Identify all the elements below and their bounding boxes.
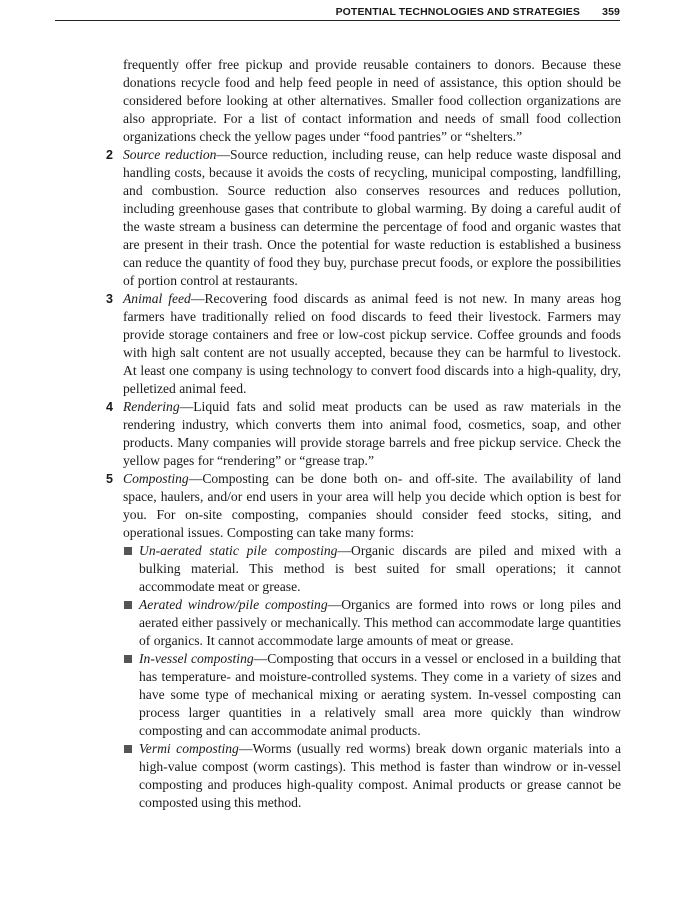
square-bullet-icon — [124, 745, 132, 753]
item-term: Rendering — [123, 399, 180, 414]
item-term: Animal feed — [123, 291, 191, 306]
page-body — [106, 56, 622, 812]
square-bullet-icon — [124, 547, 132, 555]
bullet-text: —Composting that occurs in a vessel or enclosed in a building that has temperature- and moisture-controlled systems. They come in a variety of sizes and have some type of mechanical mixing or aerating system. In-vessel composting can process larger quantities in a relatively small area more quickly than windrow composting and can accommodate animal products. — [139, 651, 622, 738]
bullet-term: In-vessel composting — [139, 651, 254, 666]
bullet-item — [123, 740, 621, 812]
running-title: POTENTIAL TECHNOLOGIES AND STRATEGIES — [335, 6, 580, 18]
page-number: 359 — [602, 6, 620, 18]
running-header — [55, 4, 620, 21]
composting-forms-list — [123, 542, 621, 812]
item-number: 4 — [106, 400, 113, 414]
item-number: 2 — [106, 148, 113, 162]
item-term: Composting — [123, 471, 189, 486]
bullet-text: —Worms (usually red worms) break down organic materials into a high-value compost (worm castings). This method is faster than windrow or in-vessel composting and produces high-quality compost. Animal products or grease cannot be composted using this method. — [139, 741, 621, 810]
bullet-item — [123, 650, 621, 740]
square-bullet-icon — [124, 655, 132, 663]
item-text: —Source reduction, including reuse, can help reduce waste disposal and handling costs, because it avoids the costs of recycling, municipal composting, landfilling, and combustion. Source reduction also conserves resources and reduces pollution, including greenhouse gases that contribute to global warming. By doing a careful audit of the waste stream a business can determine the percentage of food and organic wastes that are present in their trash. Once the potential for waste reduction is established a business can reduce the quantity of food they buy, purchase precut foods, or explore the possibilities of portion control at restaurants. — [123, 147, 621, 288]
square-bullet-icon — [124, 601, 132, 609]
bullet-item — [123, 596, 621, 650]
item-number: 5 — [106, 472, 113, 486]
list-item-rendering — [106, 398, 621, 470]
bullet-item — [123, 542, 621, 596]
intro-paragraph: frequently offer free pickup and provide reusable containers to donors. Because these donations recycle food and help feed people in need of assistance, this option should be considered before looking at other alternatives. Smaller food collection organizations are also appropriate. For a list of contact information and needs of small food collection organizations check the yellow pages under “food pantries” or “shelters.” — [123, 57, 621, 144]
bullet-term: Un-aerated static pile composting — [139, 543, 338, 558]
bullet-term: Vermi composting — [139, 741, 239, 756]
item-term: Source reduction — [123, 147, 217, 162]
list-item-composting — [106, 470, 622, 812]
item-text: —Liquid fats and solid meat products can be used as raw materials in the rendering industry, which converts them into animal food, cosmetics, soap, and other products. Many companies will provide storage barrels and free pickup service. Check the yellow pages for “rendering” or “grease trap.” — [123, 399, 621, 468]
item-number: 3 — [106, 292, 113, 306]
bullet-text: —Organics are formed into rows or long piles and aerated either passively or mechanically. This method can accommodate large quantities of organics. It cannot accommodate large amounts of meat or grease. — [139, 597, 621, 648]
list-item-source-reduction — [106, 146, 621, 290]
bullet-term: Aerated windrow/pile composting — [139, 597, 328, 612]
item-text: —Composting can be done both on- and off-site. The availability of land space, haulers, and/or end users in your area will help you decide which option is best for you. For on-site composting, companies should consider feed stocks, siting, and operational issues. Composting can take many forms: — [123, 471, 621, 540]
item-text: —Recovering food discards as animal feed is not new. In many areas hog farmers have traditionally relied on food discards to feed their livestock. Farmers may provide storage containers and free or low-cost pickup service. Coffee grounds and foods with high salt content are not usually accepted, because they can be harmful to livestock. At least one company is using technology to convert food discards into a high-quality, dry, pelletized animal feed. — [123, 291, 621, 396]
list-item-animal-feed — [106, 290, 621, 398]
bullet-text: —Organic discards are piled and mixed with a bulking material. This method is best suited for small operations; it cannot accommodate meat or grease. — [139, 543, 622, 594]
